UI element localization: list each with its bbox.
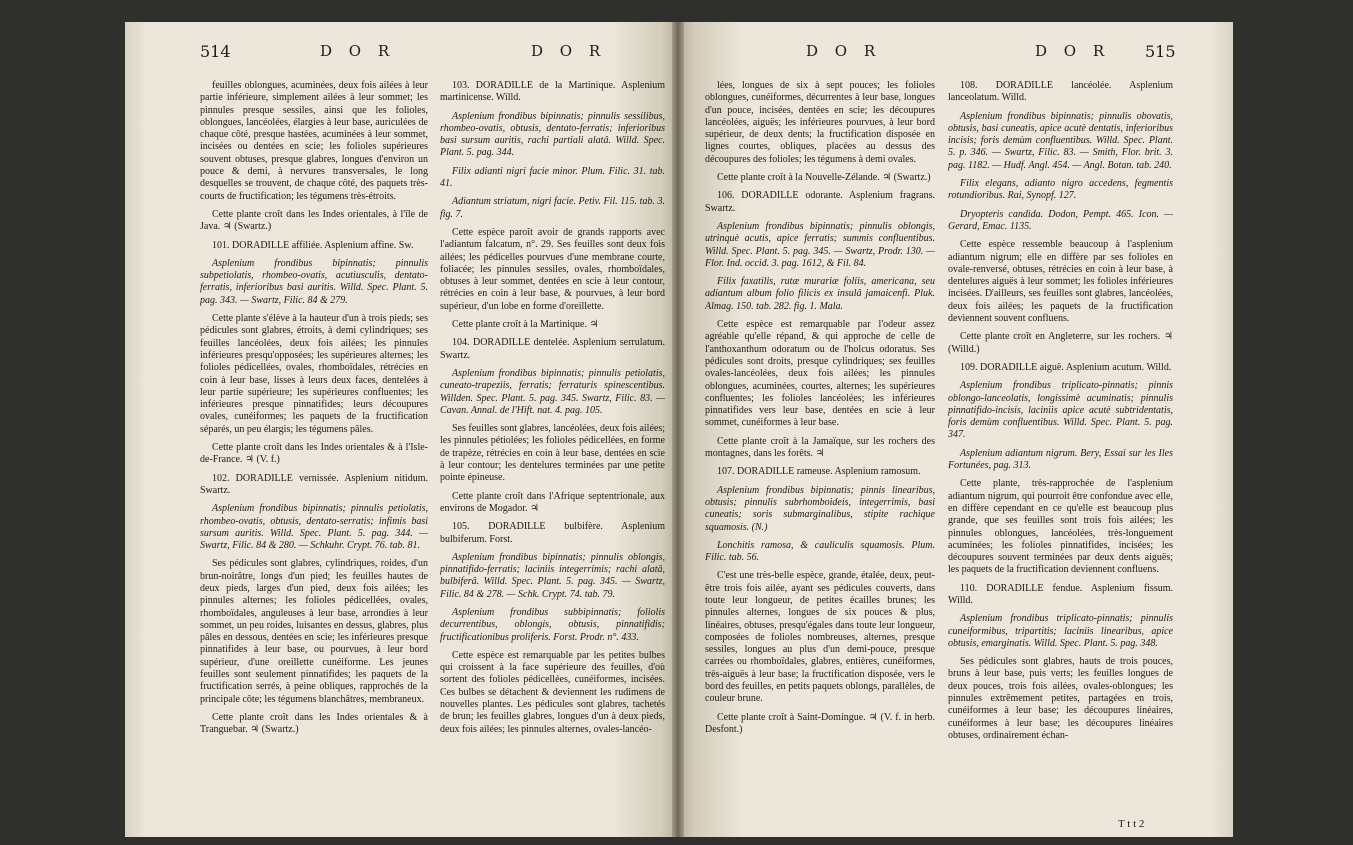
left-page-number: 514 [200, 42, 231, 61]
paragraph: Cette plante croît à la Jamaïque, sur les rochers des montagnes, dans les forêts. ♃ [705, 435, 935, 460]
entry-heading: 106. DORADILLE odorante. Asplenium fragrans. Swartz. [705, 190, 935, 214]
paragraph: Asplenium frondibus bipinnatis; pinnis linearibus, obtusis; pinnulis subrhomboideis, integerrimis, basi cuneatis; soris submarginalibus, stipite rachique squamosis. (N.) [705, 484, 935, 533]
paragraph: Cette espèce paroît avoir de grands rapports avec l'adiantum falcatum, n°. 29. Ses feuilles sont deux fois ailées; les pédicelles pourvues d'une membrane courte, foliacée; les pinnules sessiles, ovales, rhomboïdales, obtuses à leur sommet, dentées en scie à leur contour, rétrécies en coin à leur base, & pourvues, à leur bord supérieur, d'un lobe en forme d'oreillette. [440, 226, 665, 312]
entry-heading: 107. DORADILLE rameuse. Asplenium ramosum. [717, 466, 921, 478]
paragraph: Asplenium frondibus bipinnatis; pinnulis oblongis, pinnatifido-ferratis; laciniis integerrimis; rachi alatâ, bulbiferâ. Willd. Spec. Plant. 5. pag. 345. — Swartz, Filic. 84 & 278. — Schk. Crypt. 74. tab. 79. [440, 551, 665, 600]
paragraph: Asplenium frondibus bipinnatis; pinnulis obovatis, obtusis, basi cuneatis, apice acutè dentatis, inferioribus incisis; foris demùm confluentibus. Willd. Spec. Plant. 5. p. 346. — Swartz, Filic. 83. — Smith, Flor. brit. 3. pag. 1182. — Hudf. Angl. 454. — Angl. Botan. tab. 240. [948, 110, 1173, 171]
paragraph: lées, longues de six à sept pouces; les folioles oblongues, cunéiformes, décurrentes à leur base, longues d'un pouce, incisées, dentées en scie; les découpures lancéolées, aiguës; les inférieures pourvues, à leur bord supérieur, de deux dents; la fructification disposée en lignes courtes, obliques, placées au dessus des découpures des folioles; les tégumens à demi ovales. [705, 80, 935, 165]
paragraph: Adiantum striatum, nigri facie. Petiv. Fil. 115. tab. 3. fig. 7. [440, 196, 665, 220]
paragraph: Cette plante croît à la Martinique. ♃ [452, 319, 599, 331]
column-d [948, 80, 1173, 815]
paragraph: Cette espèce est remarquable par les petites bulbes qui croissent à la face supérieure des feuilles, d'où sortent des folioles pédicellées, cunéiformes, incisées. Ces bulbes se détachent & deviennent les rudimens de nouvelles plantes. Les pédicules sont glabres, tachetés de brun; les feuilles glabres, longues d'un à deux pieds, deux fois ailées; les pinnules alternes, ovales-lancéo- [440, 649, 665, 735]
paragraph: Cette plante croît dans l'Afrique septentrionale, aux environs de Mogador. ♃ [440, 490, 665, 514]
entry-heading: 103. DORADILLE de la Martinique. Asplenium martinicense. Willd. [440, 80, 665, 104]
paragraph: Asplenium frondibus bipinnatis; pinnulis sessilibus, rhombeo-ovatis, obtusis, dentato-ferratis; inferioribus basi sursum auritis, rachi partiali alatâ. Willd. Spec. Plant. 5. pag. 344. [440, 110, 665, 159]
entry-heading: 108. DORADILLE lancéolée. Asplenium lanceolatum. Willd. [948, 80, 1173, 104]
entry-heading: 102. DORADILLE vernissée. Asplenium nitidum. Swartz. [200, 472, 428, 496]
right-col1-title: D O R [806, 42, 882, 60]
paragraph: Asplenium frondibus triplicato-pinnatis; pinnis oblongo-lanceolatis, longissimè acuminatis; pinnulis pinnatifido-incisis, laciniis apice acutè subtridentatis, foris demùm confluentibus. Willd. Spec. Plant. 5. pag. 347. [948, 380, 1173, 441]
signature-mark: T t t 2 [1118, 818, 1145, 830]
entry-heading: 104. DORADILLE dentelée. Asplenium serrulatum. Swartz. [440, 337, 665, 361]
entry-heading: 105. DORADILLE bulbifère. Asplenium bulbiferum. Forst. [440, 521, 665, 545]
column-a [200, 80, 428, 835]
paragraph: Filix faxatilis, rutæ murariæ foliis, americana, seu adiantum album folio filicis ex insulâ jamaicenfi. Pluk. Almag. 150. tab. 282. fig. 1. Mala. [705, 276, 935, 312]
paragraph: Cette plante croît dans les Indes orientales & à Tranguebar. ♃ (Swartz.) [200, 711, 428, 736]
paragraph: Cette plante croît à Saint-Domingue. ♃ (V. f. in herb. Desfont.) [705, 711, 935, 735]
paragraph: Ses pédicules sont glabres, cylindriques, roides, d'un brun-noirâtre, longs d'un pied; les feuilles hautes de deux pieds, larges d'un pied, deux fois ailées; les pinnules alternes; les folioles pédicellées, ovales, rhomboïdales, anguleuses à leur base, arrondies à leur sommet, un peu roides, luisantes en dessus, glabres, plus pâles en dessous, dentées en scie; les inférieures presque pinnatifides à leur base, ou pourvues, à leur bord supérieur, d'une oreillette cunéiforme. Les jeunes feuilles sont seulement pinnatifides; les paquets de la fructification serrés, à peine obliques, rapprochés de la principale côte; les tégumens blanchâtres, membraneux. [200, 558, 428, 705]
column-b [440, 80, 665, 835]
paragraph: Cette espèce est remarquable par l'odeur assez agréable qu'elle répand, & qui approche de celle de l'anthoxanthum odoratum ou de l'holcus odoratus. Ses pédicules sont droits, presque cylindriques; ses feuilles ovales-lancéolées, deux fois ailées; les pinnules oblongues, acuminées, courtes, alternes; les supérieures confluentes; les folioles lancéolées; les inférieures pinnatifides vers leur base, dentées en scie à leur sommet, cunéiformes à leur base. [705, 319, 935, 429]
paragraph: Ses feuilles sont glabres, lancéolées, deux fois ailées; les pinnules pétiolées; les folioles pédicellées, en forme de trapèze, rétrécies en coin à leur base, dentées en scie à leur contour; les dentelures terminées par une petite pointe épineuse. [440, 423, 665, 484]
paragraph: Asplenium frondibus triplicato-pinnatis; pinnulis cuneiformibus, tripartitis; laciniis linearibus, apice obtusis, emarginatis. Willd. Spec. Plant. 5. pag. 348. [948, 613, 1173, 649]
paragraph: feuilles oblongues, acuminées, deux fois ailées à leur partie inférieure, simplement ailées à leur sommet; les pinnules presque sessiles, ainsi que les folioles, oblongues, lancéolées, élargies à leur base, auriculées de chaque côté, presque hastées, acuminées à leur sommet, incisées ou dentées en scie; les folioles supérieures souvent obtuses, presque glabres, longues d'environ un pouce & demi, à nervures transversales, le long desquelles se trouvent, de chaque côté, des paquets très-courts de fructification; les tégumens très-étroits. [200, 80, 428, 202]
paragraph: Cette plante croît à la Nouvelle-Zélande. ♃ (Swartz.) [717, 172, 931, 184]
paragraph: Cette plante, très-rapprochée de l'asplenium adiantum nigrum, qui pourroit être confondue avec elle, en diffère cependant en ce qu'elle est beaucoup plus grande, que ses feuilles sont trois fois ailées; les pinnules oblongues, lancéolées, très-longuement acuminées; les folioles pinnatifides, incisées; les découpures souvent terminées par deux dents aiguës; les paquets de la fructification deviennent confluens. [948, 478, 1173, 576]
entry-heading: 110. DORADILLE fendue. Asplenium fissum. Willd. [948, 582, 1173, 606]
paragraph: Cette plante s'élève à la hauteur d'un à trois pieds; ses pédicules sont glabres, étroits, à demi cylindriques; ses feuilles lancéolées, deux fois ailées; les pinnules inférieures presqu'opposées; les supérieures alternes; les folioles pédicellées, ovales, rhomboïdales, rétrécies en coin à leur base, lisses à leurs deux faces, dentelées à leur partie supérieure; les supérieures confluentes; les inférieures presque pinnatifides; leurs découpures ovales, cunéiformes; les paquets de la fructification séparés, un peu élargis; les tégumens pâles. [200, 313, 428, 435]
paragraph: Filix elegans, adianto nigro accedens, fegmentis rotundioribus. Rai, Synopf. 127. [948, 178, 1173, 202]
paragraph: Asplenium frondibus bipinnatis; pinnulis petiolatis, rhombeo-ovatis, obtusis, dentato-serratis; infimis basi sursum auritis. Willd. Spec. Plant. 5. pag. 344. — Swartz, Filic. 84 & 280. — Schkuhr. Crypt. 76. tab. 81. [200, 503, 428, 552]
right-col2-title: D O R [1035, 42, 1111, 60]
paragraph: Asplenium frondibus bipinnatis; pinnulis oblongis, utrinquè acutis, apice ferratis; summis confluentibus. Willd. Spec. Plant. 5. pag. 345. — Swartz, Prodr. 130. — Flor. Ind. occid. 3. pag. 1612, & Fil. 84. [705, 220, 935, 269]
paragraph: Lonchitis ramosa, & cauliculis squamosis. Plum. Filic. tab. 56. [705, 539, 935, 564]
paragraph: Asplenium frondibus bipinnatis; pinnulis petiolatis, cuneato-trapeziis, ferratis; ferraturis spinescentibus. Willden. Spec. Plant. 5. pag. 345. Swartz, Filic. 83. — Cavan. Annal. de l'Hift. nat. 4. pag. 105. [440, 367, 665, 416]
left-col2-title: D O R [531, 42, 607, 60]
book-gutter [672, 22, 684, 837]
paragraph: Cette plante croît en Angleterre, sur les rochers. ♃ (Willd.) [948, 331, 1173, 355]
paragraph: Asplenium frondibus subbipinnatis; foliolis decurrentibus, oblongis, obtusis, pinnatifidis; fructificationibus proliferis. Forst. Prodr. n°. 433. [440, 606, 665, 643]
paragraph: Filix adianti nigri facie minor. Plum. Filic. 31. tab. 41. [440, 165, 665, 190]
paragraph: C'est une très-belle espèce, grande, étalée, deux, peut-être trois fois ailée, ayant ses pédicules couverts, dans toute leur longueur, de petites écailles brunes; les pinnules alternes, longues de six pouces & plus, linéaires, obtuses, presqu'égales dans toute leur longueur, composées de folioles nombreuses, alternes, presque sessiles, longues au plus d'un demi-pouce, presque carrées ou rhomboïdales, glabres, entières, cunéiformes, très-aiguës à leur base; la fructification disposée, vers le bord des feuilles, en petits paquets oblongs, parallèles, de couleur brune. [705, 570, 935, 705]
left-col1-title: D O R [320, 42, 396, 60]
paragraph: Ses pédicules sont glabres, hauts de trois pouces, bruns à leur base, puis verts; les feuilles longues de deux pouces, trois fois ailées, ovales-oblongues; les pinnules extrêmement petites, partagées en trois, cunéiformes à leur base; les découpures linéaires, cunéiformes à leur base; les découpures linéaires obtuses, ordinairement échan- [948, 656, 1173, 741]
entry-heading: 109. DORADILLE aiguë. Asplenium acutum. Willd. [960, 361, 1172, 373]
paragraph: Cette plante croît dans les Indes orientales, à l'île de Java. ♃ (Swartz.) [200, 208, 428, 233]
paragraph: Cette plante croît dans les Indes orientales & à l'Isle-de-France. ♃ (V. f.) [200, 442, 428, 466]
paragraph: Cette espèce ressemble beaucoup à l'asplenium adiantum nigrum; elle en diffère par ses folioles en ovale-renversé, obtuses, rétrécies en coin à leur base, à dentelures aiguës à leur sommet; les folioles inférieures incisées. D'ailleurs, ses feuilles sont glabres, lancéolées, deux fois ailées; les paquets de la fructification deviennent souvent confluens. [948, 239, 1173, 325]
paragraph: Asplenium frondibus bipinnatis; pinnulis subpetiolatis, rhombeo-ovatis, acutiusculis, dentato-ferratis, inferioribus basi auritis. Willd. Spec. Plant. 5. pag. 343. — Swartz, Filic. 84 & 279. [200, 257, 428, 306]
paragraph: Dryopteris candida. Dodon, Pempt. 465. Icon. — Gerard, Emac. 1135. [948, 208, 1173, 232]
column-c [705, 80, 935, 835]
right-page-number: 515 [1145, 42, 1176, 61]
paragraph: Asplenium adiantum nigrum. Bery, Essai sur les Iles Fortunées, pag. 313. [948, 447, 1173, 472]
entry-heading: 101. DORADILLE affiliée. Asplenium affine. Sw. [212, 239, 414, 251]
